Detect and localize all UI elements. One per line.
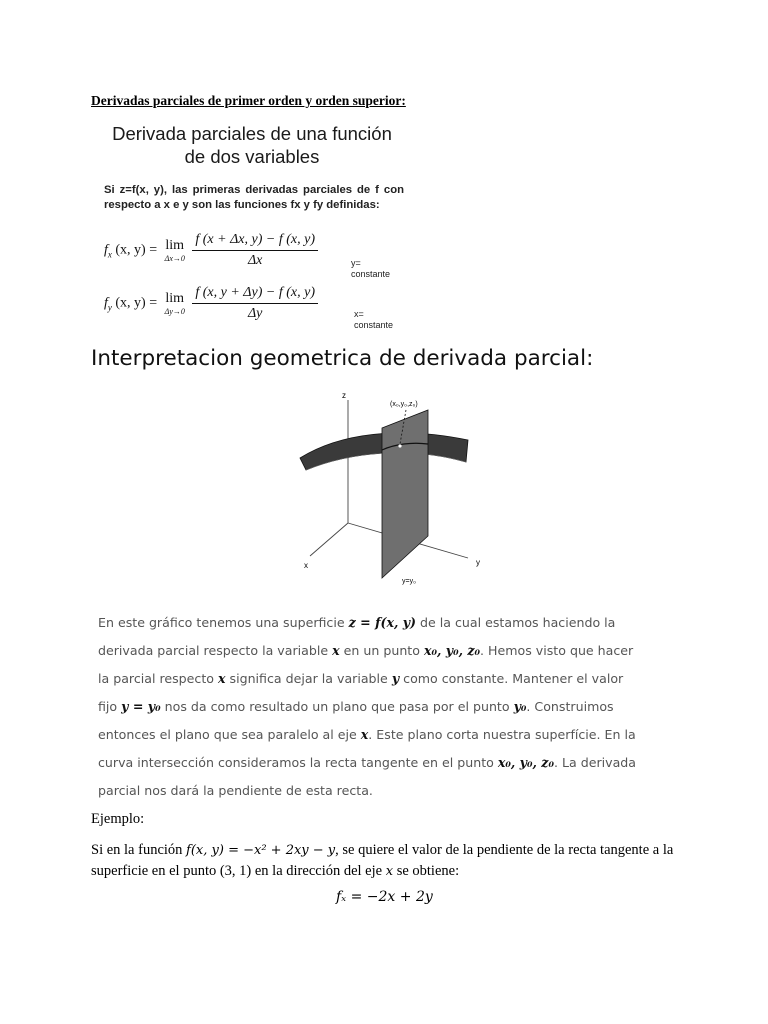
example-text [91,840,691,882]
fx-lim-word: lim [165,238,185,253]
fx-note-line1: y= [351,258,361,268]
fx-symbol: f [104,242,108,258]
fx-fraction [192,232,318,269]
surface-plane-figure [290,388,500,588]
example-text-1: Si en la función [91,842,187,858]
para-math-2: x [332,643,340,658]
para-text-9: . Este plano corta nuestra superfície. En la curva intersección consideramos la recta tangente en el punto [98,727,636,770]
para-text-3: en un punto [339,643,424,658]
fy-lim-sub: Δy→0 [164,307,185,316]
fy-lim-word: lim [165,291,185,306]
para-text-7: nos da como resultado un plano que pasa por el punto [160,699,514,714]
plane-shape [382,410,428,578]
fx-constant-note [351,258,390,280]
fy-limit [165,291,185,316]
example-result: fₓ = −2x + 2y [336,889,433,905]
para-math-1: z = f(x, y) [348,615,417,630]
para-math-8: x [360,727,369,742]
formula-fx [104,232,318,269]
fy-note-line1: x= [354,309,364,319]
explanation-paragraph [98,609,643,805]
fy-subscript: y [107,302,112,313]
para-math-4: x [218,671,226,686]
para-text-5: significa dejar la variable [225,671,392,686]
section-title: Interpretacion geometrica de derivada parcial: [91,346,594,371]
y-axis-label: y [476,558,480,567]
x-axis-line [310,523,348,556]
fy-args: (x, y) = [115,295,158,311]
para-math-7: y₀ [513,699,527,714]
para-math-9: x₀, y₀, z₀ [497,755,554,770]
para-text-4: . Hemos visto que hacer la parcial respecto [98,643,634,686]
example-text-2: , se quiere el valor de la pendiente de la recta tangente a la superficie en el punto (3, 1) en la dirección del eje [91,842,674,879]
fx-numerator: f (x + Δx, y) − f (x, y) [192,232,318,251]
fy-denominator: Δy [247,306,263,321]
slide-title-line1: Derivada parciales de una función [112,123,392,144]
para-math-3: x₀, y₀, z₀ [423,643,481,658]
para-text-6: como constante. Mantener el valor fijo [98,671,624,714]
tangent-point [398,444,401,447]
fy-symbol: f [104,295,108,311]
fx-args: (x, y) = [115,242,158,258]
para-text-10: . La derivada parcial nos dará la pendiente de esta recta. [98,755,637,798]
fx-denominator: Δx [247,253,263,268]
example-label: Ejemplo: [91,811,145,827]
para-math-6: y = y₀ [121,699,161,714]
fy-note-line2: constante [354,320,394,330]
slide-title [92,122,412,168]
fx-limit [165,238,185,263]
slide-intro: Si z=f(x, y), las primeras derivadas parciales de f con respecto a x e y son las funciones fx y fy definidas: [104,184,404,211]
formula-fy [104,285,318,322]
point-label: (x₀,y₀,z₀) [390,401,418,408]
example-axis: x [385,864,394,879]
para-text-8: . Construimos entonces el plano que sea paralelo al eje [98,699,614,742]
para-text-1: En este gráfico tenemos una superficie [98,615,349,630]
fy-constant-note [354,309,393,331]
plane-label: y=y₀ [402,578,416,585]
example-text-3: se obtiene: [393,863,460,879]
fy-numerator: f (x, y + Δy) − f (x, y) [192,285,318,304]
fx-lim-sub: Δx→0 [164,254,185,263]
fx-subscript: x [107,249,112,260]
x-axis-label: x [304,561,308,570]
para-text-2: de la cual estamos haciendo la derivada parcial respecto la variable [98,615,616,658]
fx-note-line2: constante [351,269,391,279]
z-axis-label: z [342,391,346,400]
slide-title-line2: de dos variables [184,146,320,167]
page-heading: Derivadas parciales de primer orden y orden superior: [91,93,406,108]
fy-fraction [192,285,318,322]
example-function: f(x, y) = −x² + 2xy − y [186,843,336,858]
para-math-5: y [391,671,400,686]
